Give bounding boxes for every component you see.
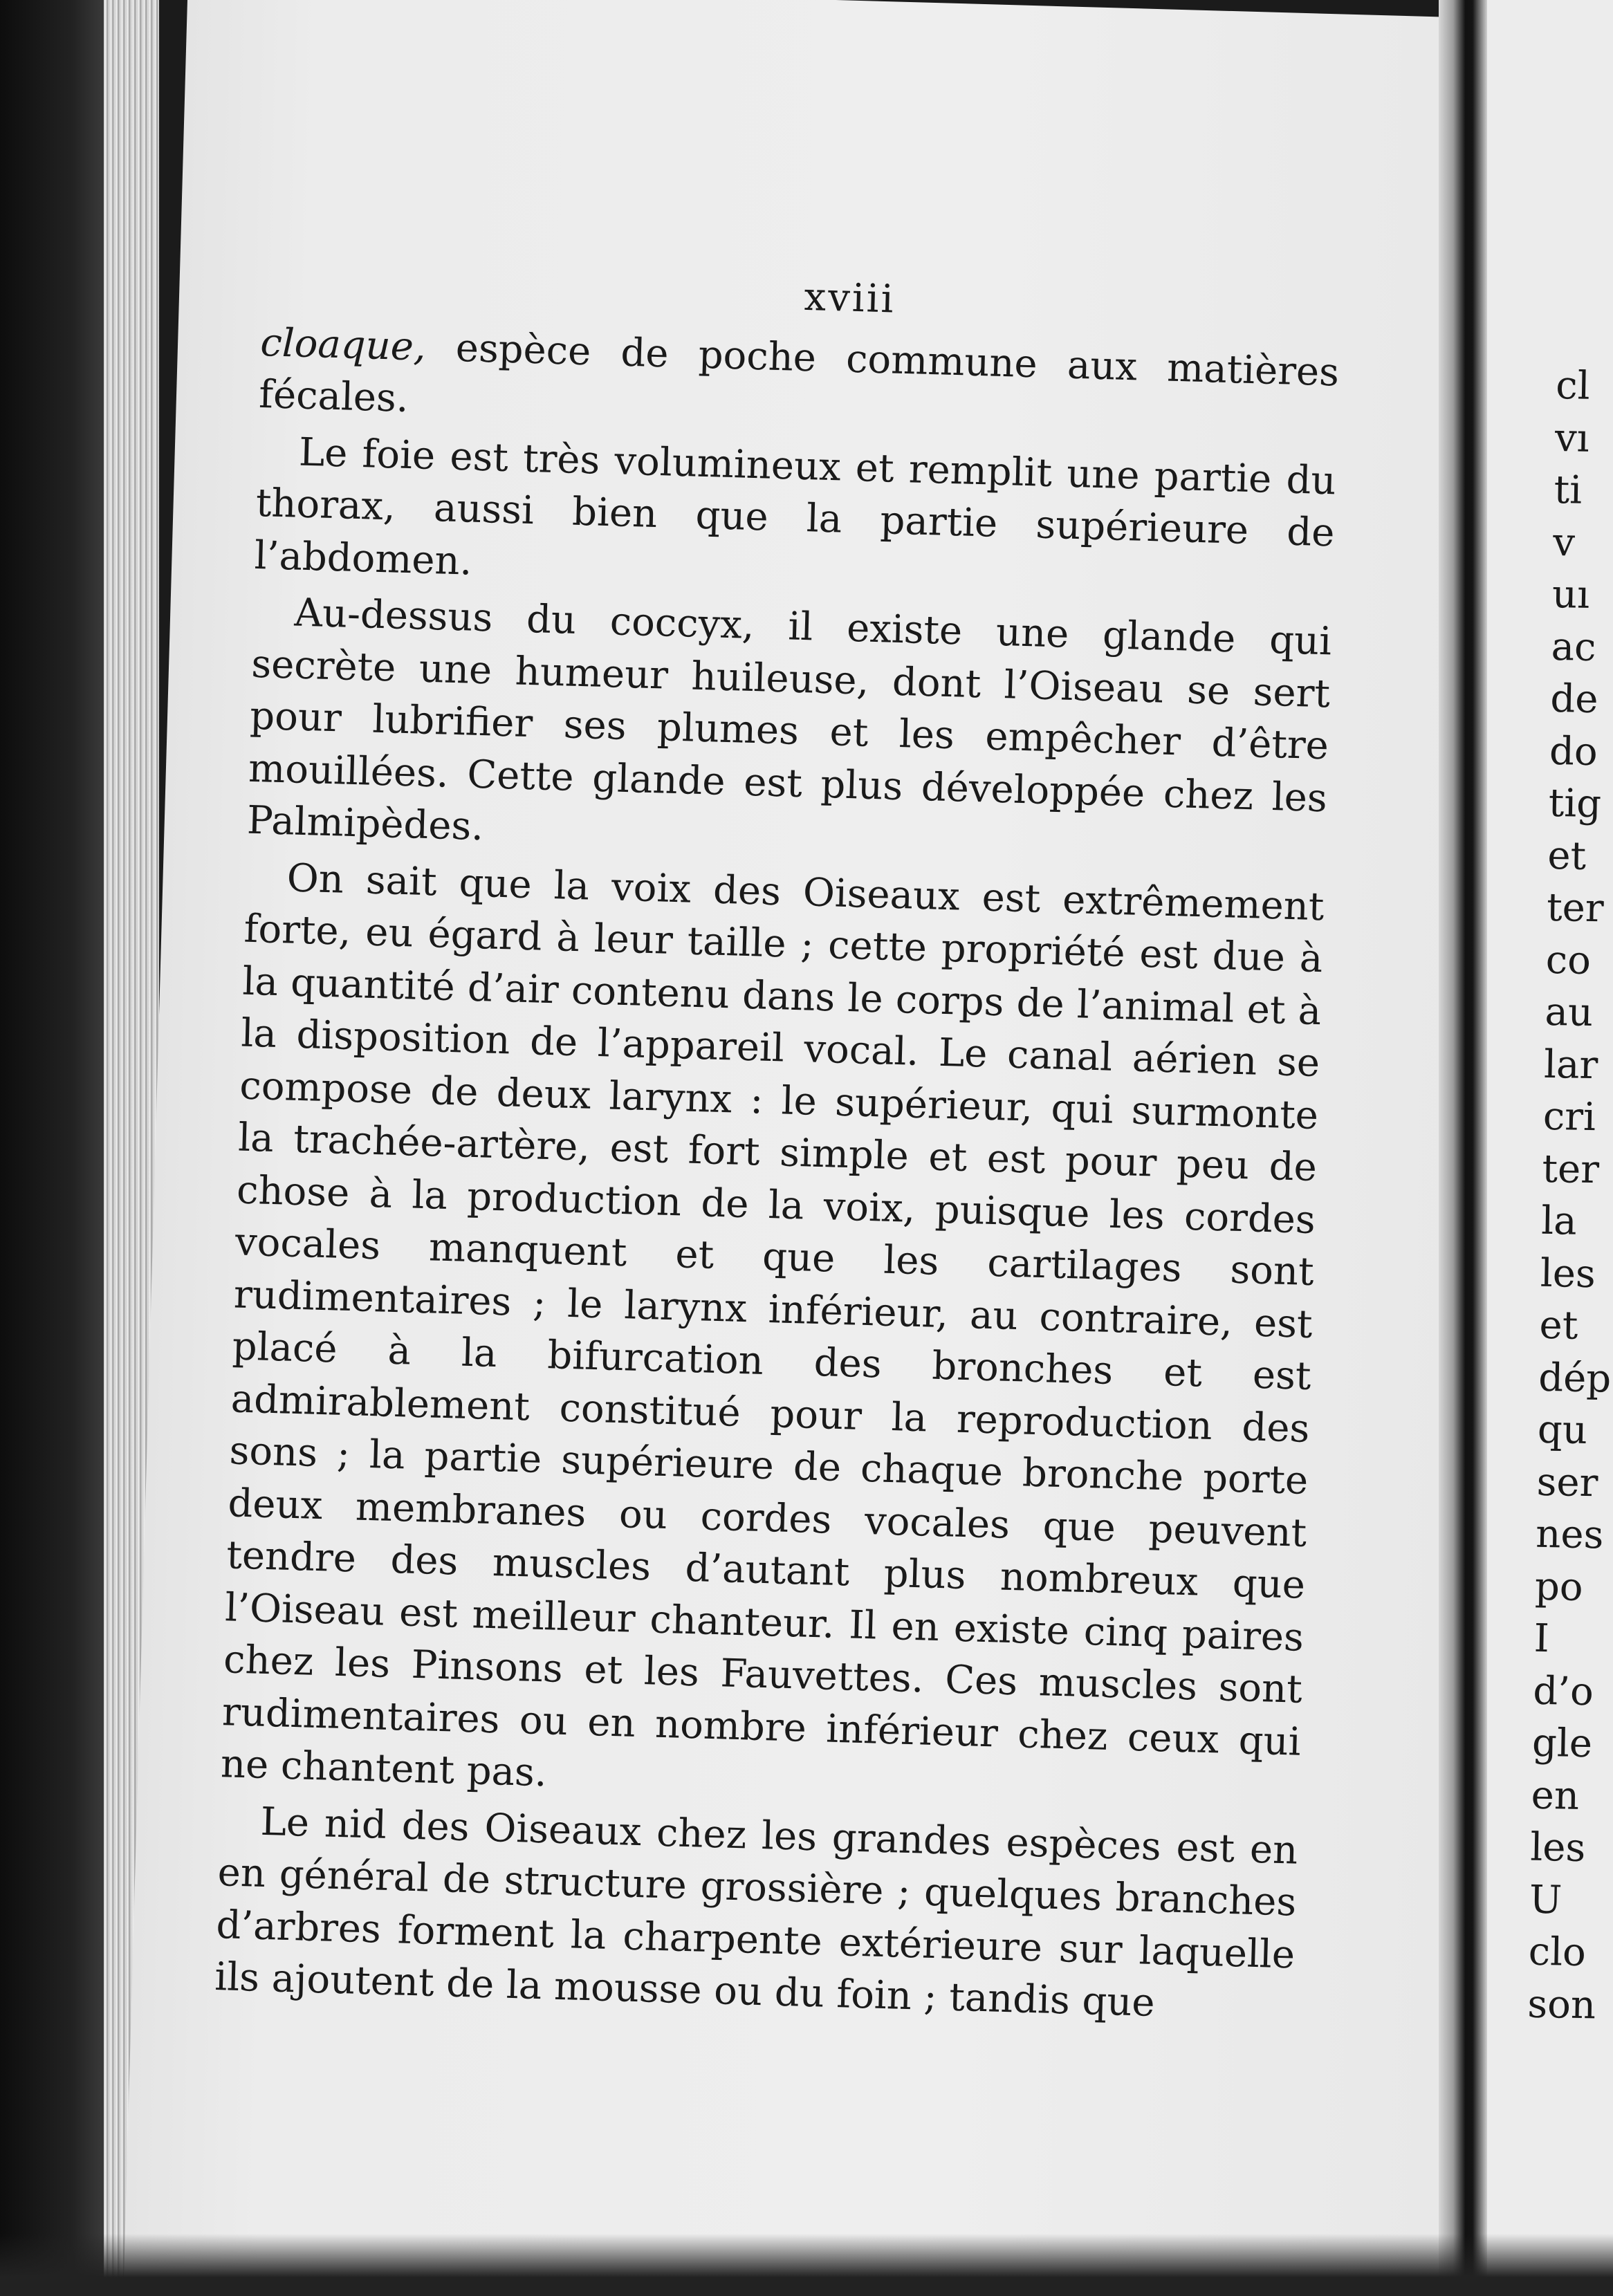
facing-line-fragment: en xyxy=(1531,1772,1580,1819)
paragraph-text: Au-dessus du coccyx, il existe une glande qui secrète une humeur huileuse, dont l’Oiseau se sert pour lubrifier ses plumes et les empêcher d’être mouillées. Cette glande est plus développée chez les Palmipèdes. xyxy=(246,590,1332,850)
facing-line-fragment: et xyxy=(1539,1302,1578,1349)
facing-line-fragment: ac xyxy=(1551,624,1597,670)
facing-line-fragment: la xyxy=(1540,1198,1578,1244)
facing-line-fragment: I xyxy=(1533,1615,1550,1662)
facing-line-fragment: dép xyxy=(1538,1355,1612,1402)
facing-line-fragment: clo xyxy=(1528,1929,1587,1976)
paragraph-3 xyxy=(246,586,1332,877)
paragraph-5 xyxy=(214,1795,1298,2033)
facing-line-fragment: nes xyxy=(1535,1511,1604,1558)
facing-line-fragment: de xyxy=(1549,676,1598,723)
facing-line-fragment: gle xyxy=(1531,1720,1593,1767)
paragraph-2 xyxy=(254,425,1337,611)
facing-line-fragment: ter xyxy=(1542,1146,1600,1192)
facing-line-fragment: co xyxy=(1545,937,1592,983)
facing-line-fragment: tig xyxy=(1548,780,1602,827)
facing-line-fragment: uı xyxy=(1551,571,1590,618)
facing-line-fragment: ser xyxy=(1536,1459,1598,1506)
facing-line-fragment: lar xyxy=(1543,1041,1598,1088)
facing-line-fragment: cri xyxy=(1542,1093,1596,1140)
paragraph-text: espèce de poche commune aux matières fécales. xyxy=(258,324,1340,421)
facing-line-fragment: v xyxy=(1552,519,1576,566)
italic-term: cloaque, xyxy=(259,320,427,370)
facing-line-fragment: qu xyxy=(1537,1407,1588,1454)
facing-line-fragment: ti xyxy=(1554,467,1583,513)
left-page-text xyxy=(214,256,1341,2037)
facing-line-fragment: et xyxy=(1547,833,1587,879)
paragraph-text: On sait que la voix des Oiseaux est extrêmement forte, eu égard à leur taille ; cette propriété est due à la quantité d’air contenu dans le corps de l’animal et à la disposition de l’appareil vocal. Le canal aérien se compose de deux larynx : le supérieur, qui surmonte la trachée-artère, est fort simple et est pour peu de chose à la production de la voix, puisque les cordes vocales manquent et que les cartilages sont rudimentaires ; le larynx inférieur, au contraire, est placé à la bifurcation des bronches et est admirablement constitué pour la reproduction des sons ; la partie supérieure de chaque bronche porte deux membranes ou cordes vocales que peuvent tendre des muscles d’autant plus nombreux que l’Oiseau est meilleur chanteur. Il en existe cinq paires chez les Pinsons et les Fauvettes. Ces muscles sont rudimentaires ou en nombre inférieur chez ceux qui ne chantent pas. xyxy=(220,855,1325,1796)
facing-line-fragment: ter xyxy=(1546,885,1605,932)
scan-bottom-shadow xyxy=(0,2234,1613,2296)
paragraph-text: Le nid des Oiseaux chez les grandes espèces est en en général de structure grossière ; quelques branches d’arbres forment la charpente extérieure sur laquelle ils ajoutent de la mousse ou du foin ; tandis que xyxy=(214,1799,1299,2026)
facing-line-fragment: vı xyxy=(1554,415,1590,461)
facing-line-fragment: do xyxy=(1549,728,1598,775)
paragraph-text: Le foie est très volumineux et remplit une partie du thorax, aussi bien que la partie supérieure de l’abdomen. xyxy=(254,429,1337,584)
facing-line-fragment: les xyxy=(1529,1824,1586,1871)
facing-line-fragment: cl xyxy=(1555,362,1591,409)
book-gutter xyxy=(1439,0,1487,2296)
facing-line-fragment: po xyxy=(1534,1564,1584,1610)
facing-line-fragment: au xyxy=(1544,989,1594,1036)
paragraph-4 xyxy=(220,851,1325,1820)
facing-line-fragment: U xyxy=(1529,1877,1563,1923)
facing-line-fragment: les xyxy=(1540,1250,1596,1297)
scan-left-dark-margin xyxy=(0,0,104,2296)
facing-line-fragment: d’o xyxy=(1532,1668,1594,1714)
page-number: xviii xyxy=(803,274,896,322)
facing-line-fragment: son xyxy=(1527,1981,1596,2028)
